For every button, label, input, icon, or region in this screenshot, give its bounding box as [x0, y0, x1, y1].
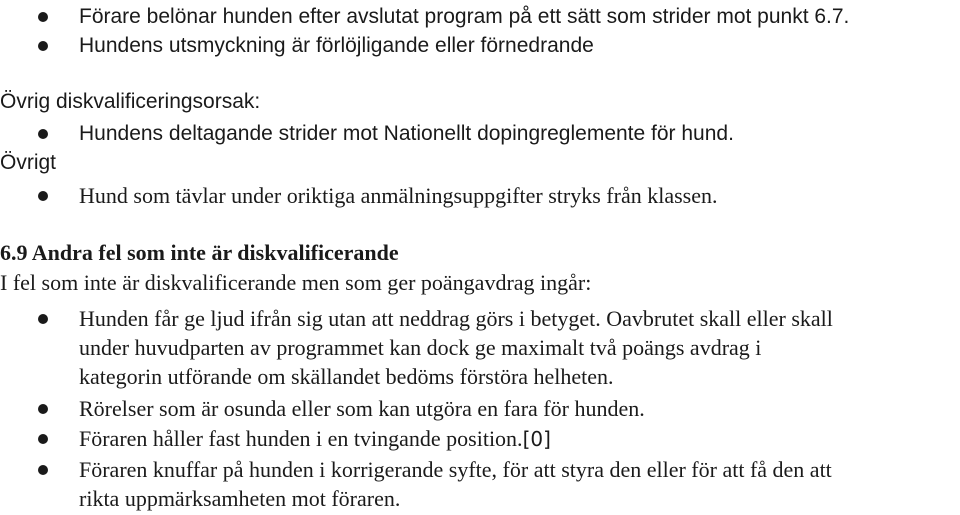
list-item-line: rikta uppmärksamheten mot föraren. [79, 486, 401, 511]
list-item-line: Föraren knuffar på hunden i korrigerande syfte, för att styra den eller för att få den att [79, 457, 832, 482]
list-item-line: kategorin utförande om skällandet bedöms förstöra helheten. [79, 364, 614, 389]
bullet-dot [38, 129, 48, 139]
section-title: 6.9 Andra fel som inte är diskvalificerande [0, 240, 399, 265]
list-item-line: Hunden får ge ljud ifrån sig utan att neddrag görs i betyget. Oavbrutet skall eller skall [79, 306, 833, 331]
section-heading: Övrig diskvalificeringsorsak: [0, 90, 261, 113]
list-item [79, 426, 551, 452]
list-item: Hundens deltagande strider mot Nationellt dopingreglemente för hund. [79, 122, 734, 145]
list-item: Förare belönar hunden efter avslutat program på ett sätt som strider mot punkt 6.7. [79, 5, 850, 28]
bullet-dot [38, 404, 48, 414]
bullet-dot [38, 434, 48, 444]
bullet-dot [38, 191, 48, 201]
reference-marker[interactable]: [0] [522, 427, 551, 451]
bullet-dot [38, 465, 48, 475]
list-item-line: under huvudparten av programmet kan dock ge maximalt två poängs avdrag i [79, 335, 762, 360]
bullet-dot [38, 41, 48, 51]
section-heading: Övrigt [0, 151, 57, 174]
list-item: Hund som tävlar under oriktiga anmälningsuppgifter stryks från klassen. [79, 183, 718, 208]
bullet-dot [38, 314, 48, 324]
list-item-text: Föraren håller fast hunden i en tvingande position. [79, 426, 523, 451]
list-item: Rörelser som är osunda eller som kan utgöra en fara för hunden. [79, 396, 645, 421]
list-item: Hundens utsmyckning är förlöjligande eller förnedrande [79, 34, 594, 57]
paragraph: I fel som inte är diskvalificerande men som ger poängavdrag ingår: [0, 270, 592, 295]
bullet-dot [38, 12, 48, 22]
